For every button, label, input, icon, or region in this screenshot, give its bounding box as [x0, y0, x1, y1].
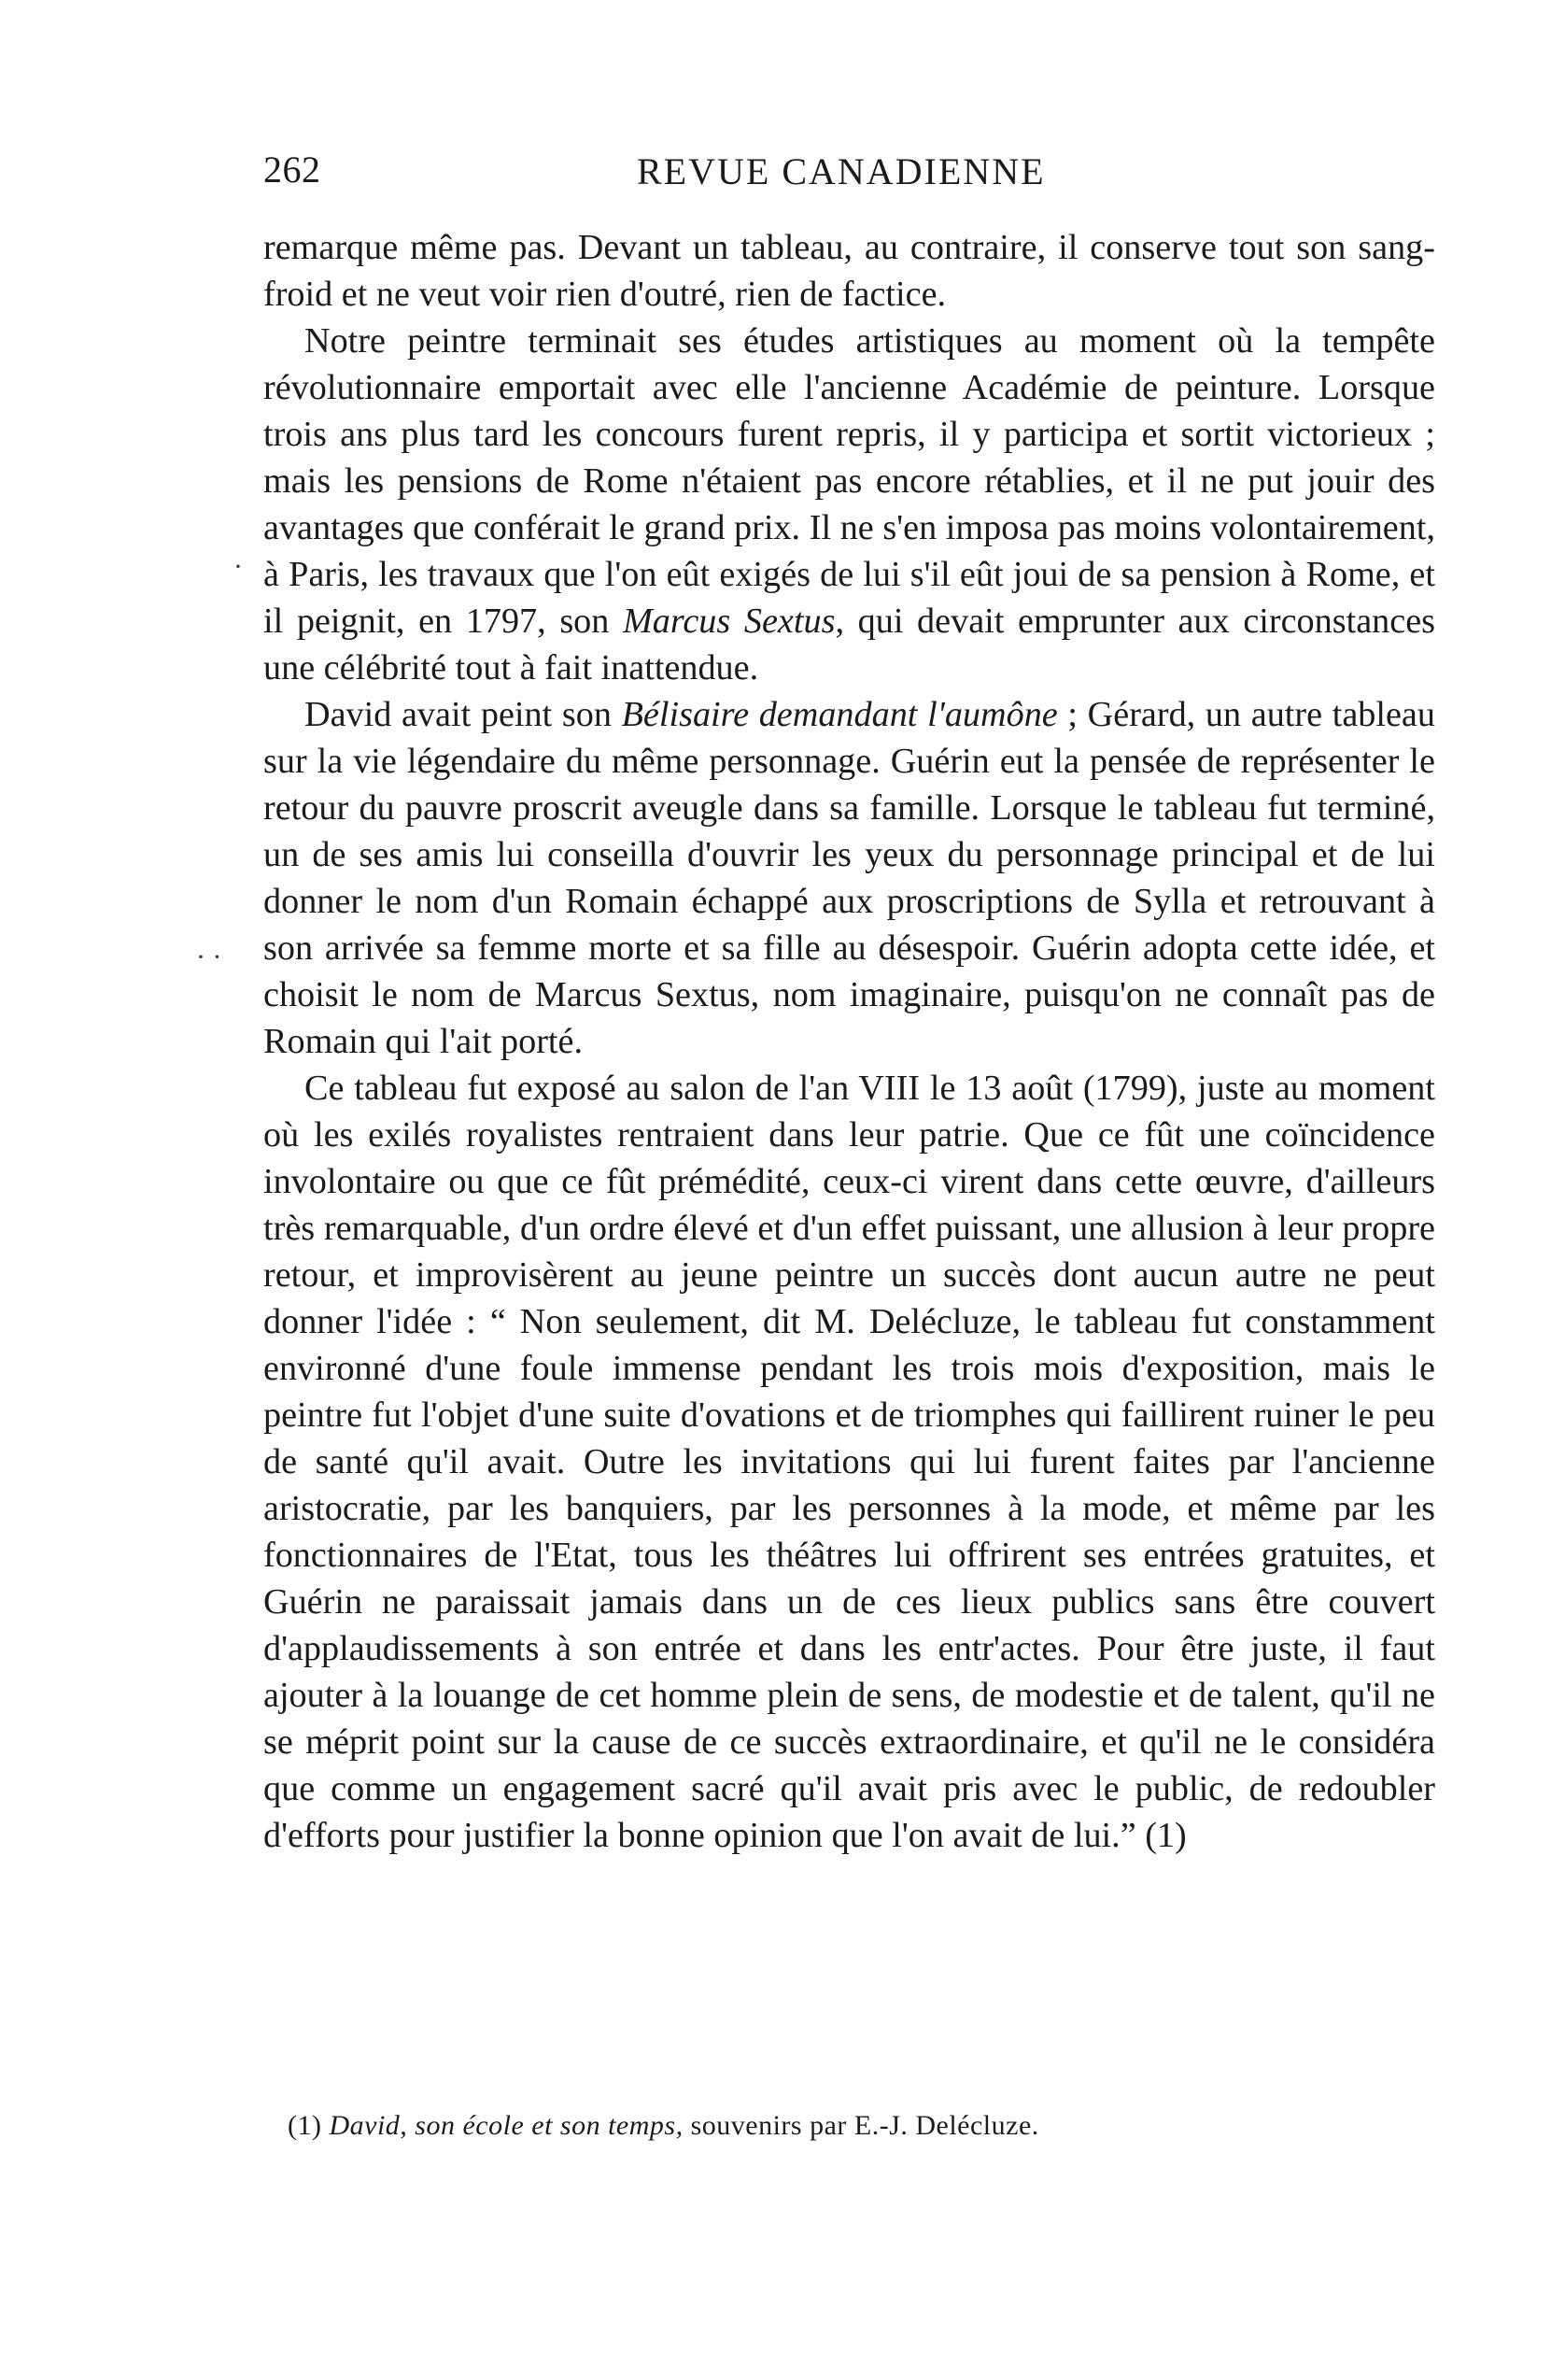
running-title: REVUE CANADIENNE — [637, 150, 1046, 192]
page-header — [263, 140, 1449, 196]
footnote — [288, 2107, 1315, 2145]
footnote-text: souvenirs par E.-J. Delécluze. — [683, 2110, 1039, 2141]
paragraph-4: Ce tableau fut exposé au salon de l'an VIII le 13 août (1799), juste au moment où les exilés royalistes rentraient dans leur patrie. Que ce fût une coïncidence involontaire ou que ce fût prémédité, ceux-ci virent dans cette œuvre, d'ailleurs très remarquable, d'un ordre élevé et d'un effet puissant, une allusion à leur propre retour, et improvisèrent au jeune peintre un succès dont aucun autre ne peut donner l'idée : “ Non seulement, dit M. Delécluze, le tableau fut constamment environné d'une foule immense pendant les trois mois d'exposition, mais le peintre fut l'objet d'une suite d'ovations et de triomphes qui faillirent ruiner le peu de santé qu'il avait. Outre les invitations qui lui furent faites par l'ancienne aristocratie, par les banquiers, par les personnes à la mode, et même par les fonctionnaires de l'Etat, tous les théâtres lui offrirent ses entrées gratuites, et Guérin ne paraissait jamais dans un de ces lieux publics sans être couvert d'applaudissements à son entrée et dans les entr'actes. Pour être juste, il faut ajouter à la louange de cet homme plein de sens, de modestie et de talent, qu'il ne se méprit point sur la cause de ce succès extraordinaire, et qu'il ne le considéra que comme un engagement sacré qu'il avait pris avec le public, de redoubler d'efforts pour justifier la bonne opinion que l'on avait de lui.” (1) — [263, 1069, 1435, 1855]
footnote-book-title: David, son école et son temps, — [329, 2110, 684, 2141]
paragraph-3-text-b: ; Gérard, un autre tableau sur la vie légendaire du même personnage. Guérin eut la pensée de représenter le retour du pauvre proscrit aveugle dans sa famille. Lorsque le tableau fut terminé, un de ses amis lui conseilla d'ouvrir les yeux du personnage principal et de lui donner le nom d'un Romain échappé aux proscriptions de Sylla et retrouvant à son arrivée sa femme morte et sa fille au désespoir. Guérin adopta cette idée, et choisit le nom de Marcus Sextus, nom imaginaire, puisqu'on ne connaît pas de Romain qui l'ait porté. — [263, 695, 1435, 1061]
paragraph-3-text-a: David avait peint son — [304, 695, 622, 734]
body-text — [263, 224, 1435, 1859]
painting-title-belisaire: Bélisaire demandant l'aumône — [621, 695, 1058, 734]
paragraph-2 — [263, 318, 1435, 691]
footnote-marker: (1) — [288, 2110, 322, 2141]
paragraph-1: remarque même pas. Devant un tableau, au contraire, il conserve tout son sang-froid et ne veut voir rien d'outré, rien de factice. — [263, 228, 1435, 314]
page-number: 262 — [263, 149, 321, 191]
margin-mark: · — [233, 551, 243, 582]
margin-mark: · · — [196, 942, 222, 972]
paragraph-2-text-b: , qui devait emprunter aux circonstances une célébrité tout à fait inattendue. — [263, 602, 1436, 687]
paragraph-2-text-a: Notre peintre terminait ses études artistiques au moment où la tempête révolutionnaire emportait avec elle l'ancienne Académie de peinture. Lorsque trois ans plus tard les concours furent repris, il y participa et sortit victorieux ; mais les pensions de Rome n'étaient pas encore rétablies, et il ne put jouir des avantages que conférait le grand prix. Il ne s'en imposa pas moins volontairement, à Paris, les travaux que l'on eût exigés de lui s'il eût joui de sa pension à Rome, et il peignit, en 1797, son — [263, 321, 1435, 641]
painting-title-marcus-sextus: Marcus Sextus — [623, 602, 836, 641]
paragraph-3 — [263, 691, 1435, 1065]
